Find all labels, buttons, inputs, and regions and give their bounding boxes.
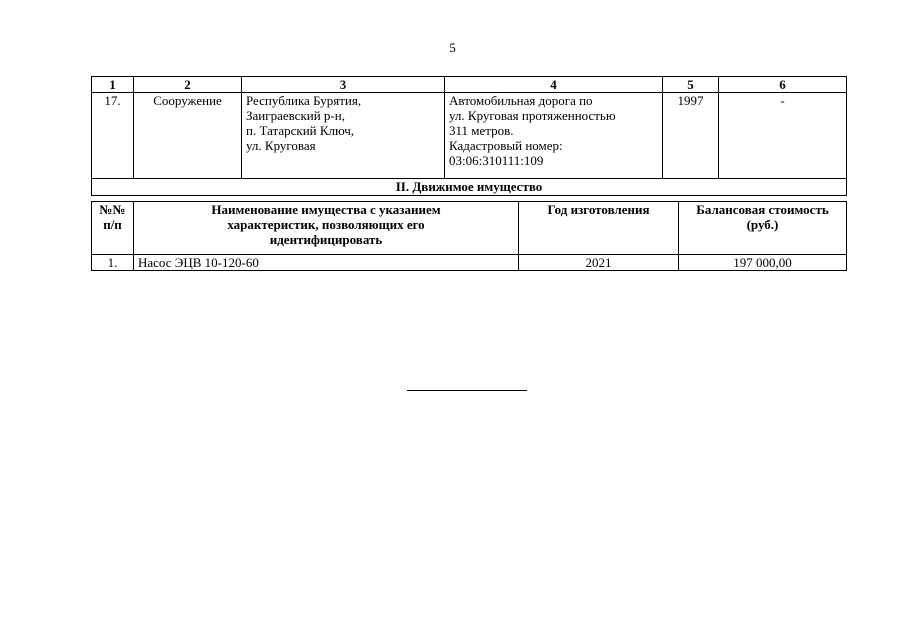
page-number: 5 <box>449 40 456 55</box>
header-name-line: характеристик, позволяющих его <box>227 217 425 232</box>
address-line: п. Татарский Ключ, <box>246 123 355 138</box>
header-value <box>679 202 847 255</box>
table-header-row <box>92 77 847 93</box>
movable-property-table <box>91 201 847 271</box>
description-line: 311 метров. <box>449 123 514 138</box>
column-number-5: 5 <box>663 77 719 93</box>
header-name <box>134 202 519 255</box>
item-year: 2021 <box>519 255 679 271</box>
header-name-line: идентифицировать <box>269 232 383 247</box>
column-number-3: 3 <box>242 77 445 93</box>
header-num-line: №№ <box>99 202 126 217</box>
real-estate-table <box>91 76 847 196</box>
object-description <box>445 93 663 179</box>
column-number-6: 6 <box>719 77 847 93</box>
object-extra: - <box>719 93 847 179</box>
separator-line <box>407 390 527 391</box>
address-line: Республика Бурятия, <box>246 93 362 108</box>
header-value-line: (руб.) <box>746 217 779 232</box>
column-number-2: 2 <box>134 77 242 93</box>
address-line: ул. Круговая <box>246 138 316 153</box>
item-name: Насос ЭЦВ 10-120-60 <box>134 255 519 271</box>
address-line: Заиграевский р-н, <box>246 108 345 123</box>
object-year: 1997 <box>663 93 719 179</box>
object-type: Сооружение <box>134 93 242 179</box>
table-row <box>92 255 847 271</box>
table-header-row <box>92 202 847 255</box>
header-year: Год изготовления <box>519 202 679 255</box>
description-line: ул. Круговая протяженностью <box>449 108 616 123</box>
section-row <box>92 179 847 196</box>
section-title: II. Движимое имущество <box>92 179 847 196</box>
column-number-1: 1 <box>92 77 134 93</box>
header-num-line: п/п <box>103 217 122 232</box>
header-value-line: Балансовая стоимость <box>696 202 829 217</box>
header-name-line: Наименование имущества с указанием <box>211 202 441 217</box>
object-address <box>242 93 445 179</box>
description-line: 03:06:310111:109 <box>449 153 544 168</box>
header-num <box>92 202 134 255</box>
description-line: Кадастровый номер: <box>449 138 563 153</box>
column-number-4: 4 <box>445 77 663 93</box>
item-value: 197 000,00 <box>679 255 847 271</box>
row-number: 17. <box>92 93 134 179</box>
row-number: 1. <box>92 255 134 271</box>
table-row <box>92 93 847 179</box>
description-line: Автомобильная дорога по <box>449 93 593 108</box>
